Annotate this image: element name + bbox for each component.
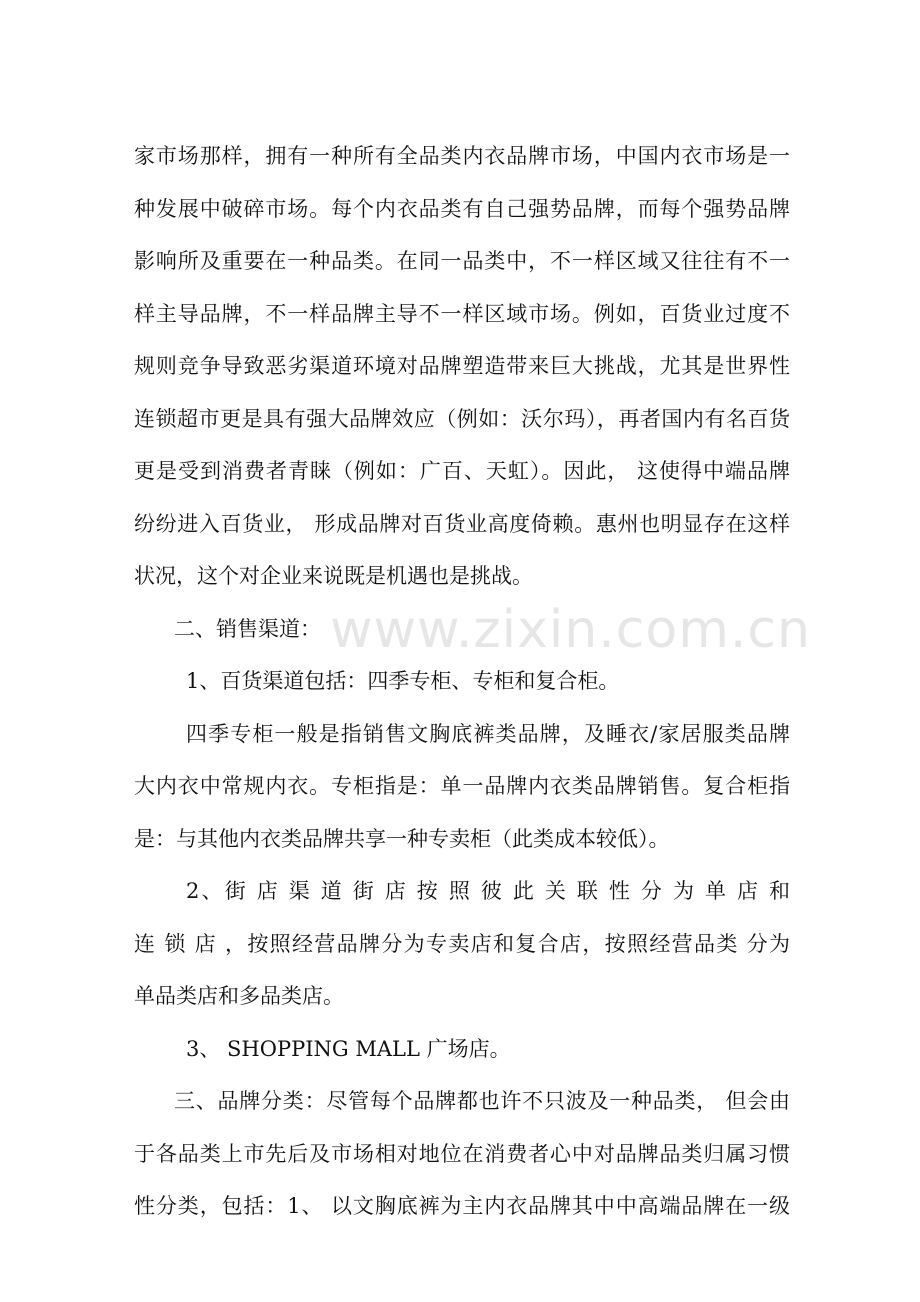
list-item: 3、 SHOPPING MALL 广场店。	[186, 1036, 511, 1061]
section-heading: 二、销售渠道：	[174, 616, 321, 641]
paragraph-line: 状况，这个对企业来说既是机遇也是挑战。	[134, 564, 533, 588]
paragraph-line: 连锁超市更是具有强大品牌效应（例如：沃尔玛），再者国内有名百货	[134, 406, 790, 431]
paragraph-line: 单品类店和多品类店。	[134, 984, 344, 1008]
paragraph-line: 规则竞争导致恶劣渠道环境对品牌塑造带来巨大挑战，尤其是世界性	[134, 354, 790, 378]
paragraph-line: 大内衣中常规内衣。专柜指是：单一品牌内衣类品牌销售。复合柜指	[134, 774, 790, 798]
paragraph-line: 是：与其他内衣类品牌共享一种专卖柜（此类成本较低）。	[134, 826, 670, 851]
paragraph-line: 于各品类上市先后及市场相对地位在消费者心中对品牌品类归属习惯	[134, 1141, 790, 1166]
paragraph-line: 四季专柜一般是指销售文胸底裤类品牌，及睡衣/家居服类品牌	[186, 721, 790, 746]
paragraph-line: 连 锁 店 ，按照经营品牌分为专卖店和复合店，按照经营品类 分为	[134, 931, 790, 956]
paragraph-line: 影响所及重要在一种品类。在同一品类中，不一样区域又往往有不一	[134, 249, 790, 273]
paragraph-line: 性分类，包括：1、 以文胸底裤为主内衣品牌其中中高端品牌在一级	[134, 1194, 790, 1218]
list-item: 2、街 店 渠 道 街 店 按 照 彼 此 关 联 性 分 为 单 店 和	[186, 879, 790, 903]
section-heading: 三、品牌分类：尽管每个品牌都也许不只波及一种品类， 但会由	[174, 1089, 790, 1113]
paragraph-line: 更是受到消费者青睐（例如：广百、天虹）。因此， 这使得中端品牌	[134, 459, 790, 483]
paragraph-line: 种发展中破碎市场。每个内衣品类有自己强势品牌，而每个强势品牌	[134, 196, 790, 221]
paragraph-line: 纷纷进入百货业， 形成品牌对百货业高度倚赖。惠州也明显存在这样	[134, 511, 790, 536]
paragraph-line: 家市场那样，拥有一种所有全品类内衣品牌市场，中国内衣市场是一	[134, 144, 790, 168]
paragraph-line: 样主导品牌，不一样品牌主导不一样区域市场。例如，百货业过度不	[134, 301, 790, 326]
watermark: www.zixin.com.cn	[330, 600, 811, 660]
list-item: 1、百货渠道包括：四季专柜、专柜和复合柜。	[186, 669, 620, 693]
